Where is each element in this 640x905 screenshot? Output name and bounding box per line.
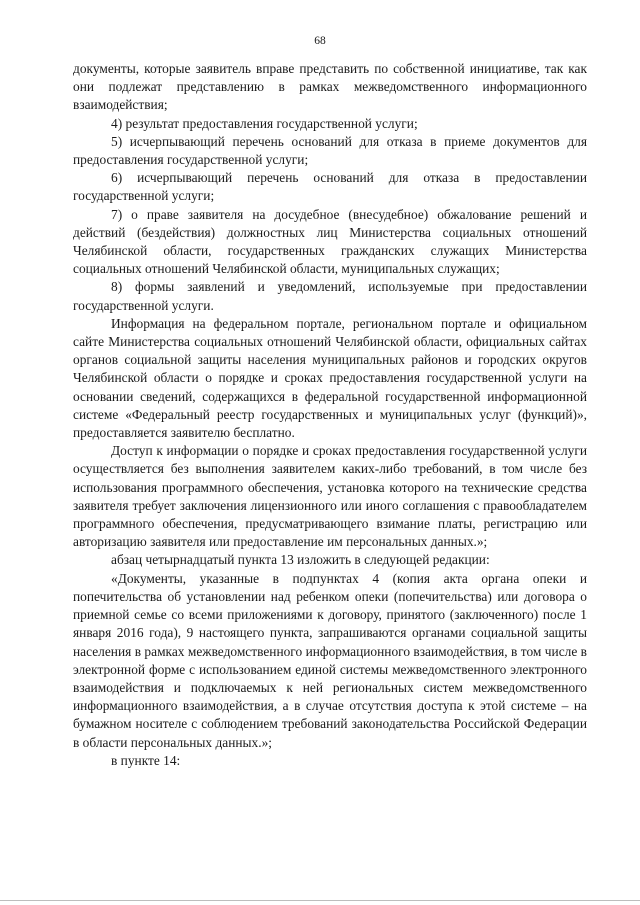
paragraph: документы, которые заявитель вправе представить по собственной инициативе, так как они подлежат представлению в рамках межведомственного информационного взаимодействия; <box>73 61 587 113</box>
paragraph: 8) формы заявлений и уведомлений, используемые при предоставлении государственной услуги. <box>73 279 587 313</box>
paragraph: «Документы, указанные в подпунктах 4 (копия акта органа опеки и попечительства об установлении над ребенком опеки (попечительства) или договора о приемной семье со всеми приложениями к договору, принятого (заключенного) после 1 января 2016 года), 9 настоящего пункта, запрашиваются органами социальной защиты населения в рамках межведомственного информационного взаимодействия, в том числе в электронной форме с использованием единой системы межведомственного электронного взаимодействия и подключаемых к ней региональных систем межведомственного информационного взаимодействия, а в случае отсутствия доступа к этой системе – на бумажном носителе с соблюдением требований законодательства Российской Федерации в области персональных данных.»; <box>73 570 587 750</box>
page-number: 68 <box>314 35 326 47</box>
paragraph: Доступ к информации о порядке и сроках предоставления государственной услуги осуществляется без выполнения заявителем каких-либо требований, в том числе без использования программного обеспечения, установка которого на технические средства заявителя требует заключения лицензионного или иного соглашения с правообладателем программного обеспечения, предусматривающего взимание платы, регистрацию или авторизацию заявителя или предоставление им персональных данных.»; <box>73 443 587 550</box>
paragraph: 4) результат предоставления государственной услуги; <box>111 115 418 131</box>
paragraph: абзац четырнадцатый пункта 13 изложить в следующей редакции: <box>111 552 490 568</box>
paragraph: 5) исчерпывающий перечень оснований для отказа в приеме документов для предоставления государственной услуги; <box>73 133 587 168</box>
scan-edge-line <box>0 900 640 901</box>
paragraph: 7) о праве заявителя на досудебное (внесудебное) обжалование решений и действий (бездействия) должностных лиц Министерства социальных отношений Челябинской области, государственных гражданских служащих Министерства социальных отношений Челябинской области, муниципальных служащих; <box>73 206 587 277</box>
body-text <box>73 60 587 770</box>
paragraph: в пункте 14: <box>111 752 181 768</box>
paragraph: Информация на федеральном портале, региональном портале и официальном сайте Министерства социальных отношений Челябинской области, официальных сайтах органов социальной защиты населения муниципальных районов и городских округов Челябинской области о порядке и сроках предоставления государственной услуги на основании сведений, содержащихся в федеральной государственной информационной системе «Федеральный реестр государственных и муниципальных услуг (функций)», предоставляется заявителю бесплатно. <box>73 315 587 441</box>
paragraph: 6) исчерпывающий перечень оснований для отказа в предоставлении государственной услуги; <box>73 170 587 204</box>
